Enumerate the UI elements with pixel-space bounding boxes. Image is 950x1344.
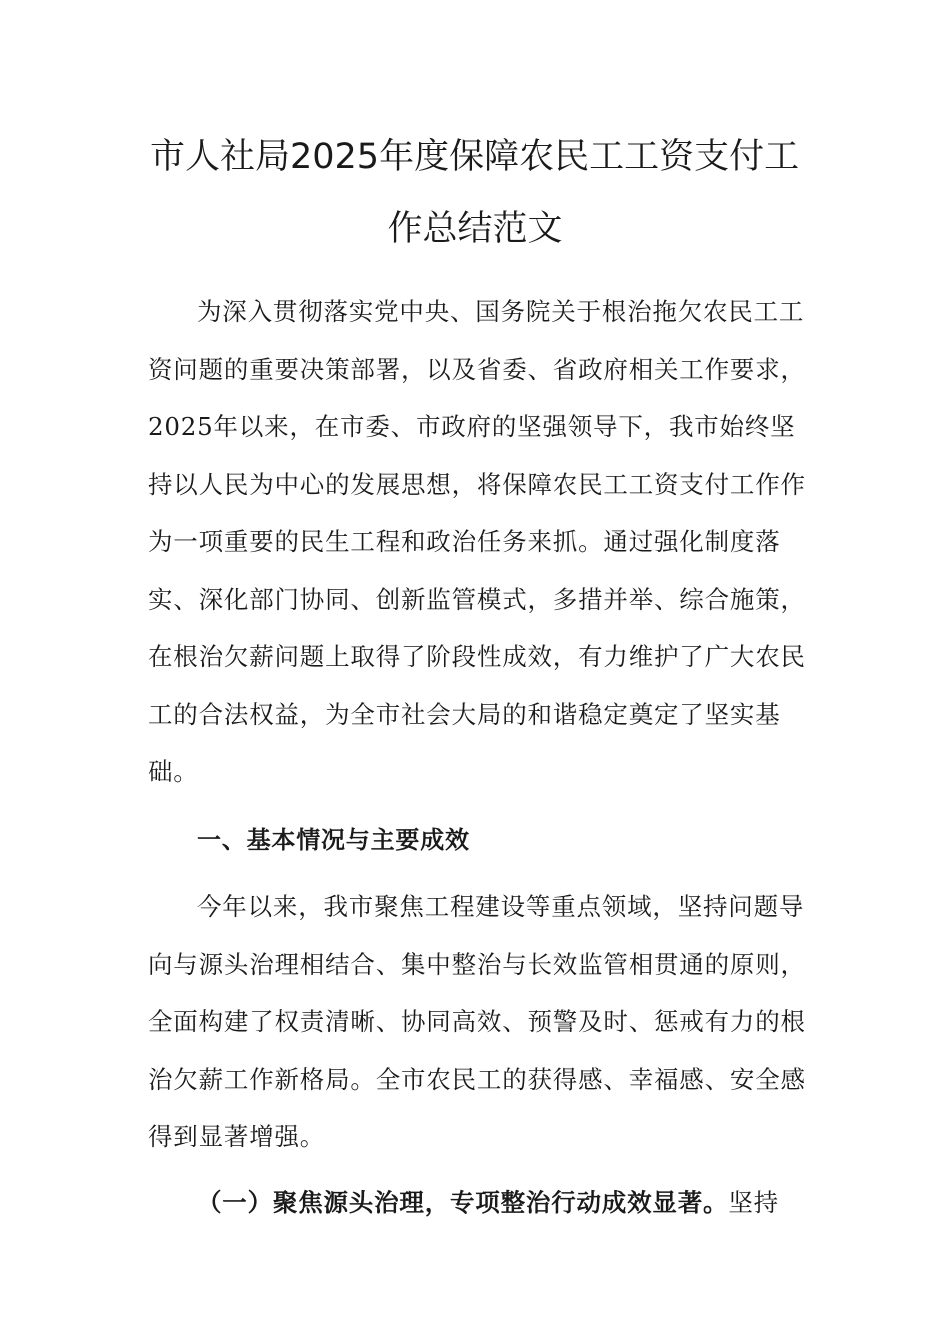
subsection-heading-1: （一）聚焦源头治理，专项整治行动成效显著。 <box>197 1188 729 1217</box>
document-title-line2: 作总结范文 <box>387 209 563 249</box>
section1-paragraph: 今年以来，我市聚焦工程建设等重点领域，坚持问题导向与源头治理相结合、集中整治与长效监管相贯通的原则，全面构建了权责清晰、协同高效、预警及时、惩戒有力的根治欠薪工作新格局。全市农民工的获得感、幸福感、安全感得到显著增强。 <box>148 892 806 1151</box>
document-title-line1: 市人社局2025年度保障农民工工资支付工 <box>150 137 800 177</box>
subsection1-paragraph <box>148 1174 808 1232</box>
subsection1-text: 坚持 <box>728 1188 779 1217</box>
section-heading-1: 一、基本情况与主要成效 <box>197 826 470 854</box>
intro-paragraph: 为深入贯彻落实党中央、国务院关于根治拖欠农民工工资问题的重要决策部署，以及省委、省政府相关工作要求，2025年以来，在市委、市政府的坚强领导下，我市始终坚持以人民为中心的发展思想，将保障农民工工资支付工作作为一项重要的民生工程和政治任务来抓。通过强化制度落实、深化部门协同、创新监管模式，多措并举、综合施策，在根治欠薪问题上取得了阶段性成效，有力维护了广大农民工的合法权益，为全市社会大局的和谐稳定奠定了坚实基础。 <box>148 297 806 786</box>
